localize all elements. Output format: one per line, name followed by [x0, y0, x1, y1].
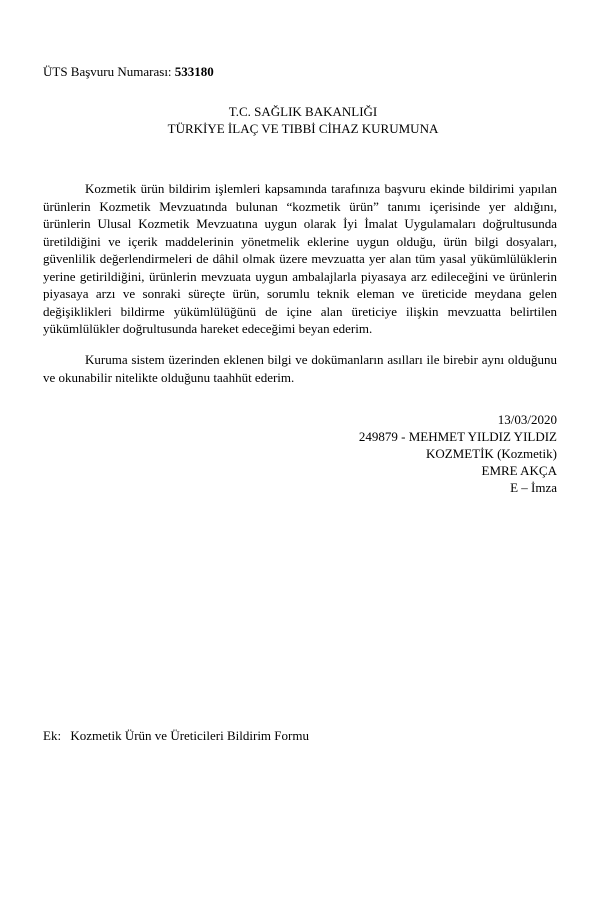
- signature-company-type: KOZMETİK (Kozmetik): [425, 446, 557, 461]
- recipient-heading: [0, 103, 600, 137]
- declaration-paragraph-2: Kuruma sistem üzerinden eklenen bilgi ve dokümanların asılları ile birebir aynı olduğunu ve okunabilir nitelikte olduğunu taahhüt ederim.: [43, 352, 557, 385]
- signature-block: [359, 411, 557, 496]
- signature-person: EMRE AKÇA: [481, 463, 557, 478]
- attachment-label: Ek:: [43, 728, 62, 743]
- application-number-line: [43, 63, 214, 80]
- signature-date: 13/03/2020: [497, 412, 557, 427]
- signature-e-sign: E – İmza: [510, 480, 557, 495]
- signature-company: 249879 - MEHMET YILDIZ YILDIZ: [358, 429, 557, 444]
- recipient-line-2: TÜRKİYE İLAÇ VE TIBBİ CİHAZ KURUMUNA: [167, 121, 439, 136]
- declaration-paragraph-1: Kozmetik ürün bildirim işlemleri kapsamında tarafınıza başvuru ekinde bildirimi yapılan ürünlerin Kozmetik Mevzuatında bulunan “kozmetik ürün” tanımı içerisinde yer aldığını, ürünlerin Ulusal Kozmetik Mevzuatına uygun olarak İyi İmalat Uygulamaları doğrultusunda üretildiğini ve içerik maddelerinin yönetmelik eklerine uygun olduğu, ürün bilgi dosyaları, güvenlilik değerlendirmeleri de dâhil olmak üzere mevzuatta yer alan tüm yasal yükümlülüklerin yerine getirildiğini, ürünlerin mevzuata uygun ambalajlarla piyasaya arz edileceğini ve ürünlerin piyasaya arzı ve sonraki süreçte ürün, sorumlu teknik eleman ve üreticide meydana gelen değişiklikleri bildirme yükümlülüğünü de içine alan üreticiye ilişkin mevzuatta belirtilen yükümlülükler doğrultusunda hareket edeceğimi beyan ederim.: [43, 181, 557, 336]
- attachment-text: Kozmetik Ürün ve Üreticileri Bildirim Formu: [70, 728, 309, 743]
- application-number-value: 533180: [174, 64, 214, 79]
- recipient-line-1: T.C. SAĞLIK BAKANLIĞI: [228, 104, 378, 119]
- application-number-label: ÜTS Başvuru Numarası:: [43, 64, 172, 79]
- attachment-line: [43, 727, 309, 744]
